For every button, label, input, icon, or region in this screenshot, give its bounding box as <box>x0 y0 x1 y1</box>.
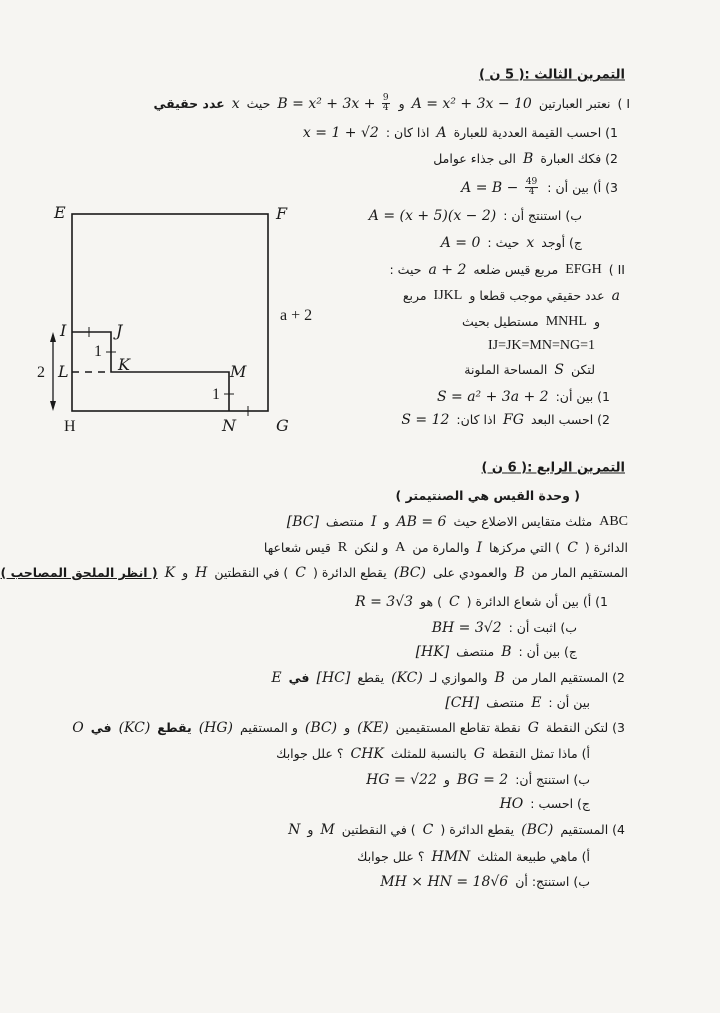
exercise3-line <box>464 363 595 377</box>
math-expression <box>495 671 505 685</box>
math-expression <box>412 97 532 111</box>
exercise3-line <box>403 289 620 303</box>
math-part: B <box>514 565 525 581</box>
exercise3-line <box>441 236 582 250</box>
text-segment: 3) لتكن النقطة <box>545 719 625 735</box>
text-segment: اذا كان: <box>456 411 497 427</box>
math-part: C <box>567 540 578 556</box>
math-expression <box>397 515 447 529</box>
text-segment: ) التي مركزها <box>489 539 561 555</box>
exercise4-line <box>445 696 590 710</box>
text-segment: منتصف <box>325 513 364 529</box>
exercise4-line <box>264 541 628 555</box>
math-part: E <box>271 670 282 686</box>
math-expression <box>369 209 496 223</box>
math-expression <box>528 721 539 735</box>
math-expression <box>523 152 533 166</box>
math-part: (BC) <box>393 565 426 581</box>
math-part: (KC) <box>391 670 423 686</box>
math-expression <box>503 413 524 427</box>
math-expression <box>436 126 446 140</box>
text-segment: و <box>383 513 390 529</box>
math-part: K <box>164 565 176 581</box>
math-expression <box>195 566 207 580</box>
math-part: B = x² + 3x + <box>277 96 380 112</box>
text-segment: بين أن : <box>548 694 590 710</box>
math-expression <box>441 236 481 250</box>
text-segment: منتصف <box>456 643 495 659</box>
math-expression <box>531 696 541 710</box>
text-segment: 1) بين أن: <box>555 388 610 404</box>
text-segment: ج) أوجد <box>541 234 582 250</box>
text-segment: أ) ماذا تمثل النقطة <box>491 745 590 761</box>
text-segment: في <box>90 719 112 735</box>
math-part: (BC) <box>521 822 554 838</box>
math-expression <box>474 747 485 761</box>
math-part: x = 1 + √2 <box>302 125 379 141</box>
math-expression <box>287 515 319 529</box>
math-part: I <box>476 540 483 556</box>
math-expression <box>501 645 511 659</box>
math-part: CHK <box>350 746 384 762</box>
math-part: (BC) <box>304 720 338 736</box>
math-expression <box>477 541 483 555</box>
math-part: (KE) <box>357 720 389 736</box>
exercise3-line <box>488 339 595 353</box>
exercise3-title-text: التمرين الثالث :( 5 ن ) <box>478 67 625 83</box>
exercise4-line <box>380 875 590 889</box>
exercise4-line <box>416 645 577 659</box>
label-i: I <box>60 321 67 340</box>
text-segment: و <box>443 771 450 787</box>
math-part: S <box>554 362 564 378</box>
exercise3-line <box>390 263 626 277</box>
text-segment: يقطع <box>157 719 192 735</box>
math-expression <box>371 515 377 529</box>
text-segment: 1) احسب القيمة العددية للعبارة <box>453 124 618 140</box>
math-part: (KC) <box>118 720 151 736</box>
math-part: AB = 6 <box>396 514 447 530</box>
label-f: F <box>276 204 288 223</box>
math-expression <box>72 721 83 735</box>
math-part: I <box>370 514 377 530</box>
upright-label: A <box>395 540 406 555</box>
math-expression <box>355 595 413 609</box>
math-expression <box>437 390 549 404</box>
math-part: HG = √22 <box>366 772 437 788</box>
text-segment: ) في النقطتين <box>341 821 416 837</box>
math-part: N <box>288 822 301 838</box>
text-segment: II ) <box>608 261 625 277</box>
exercise4-line <box>355 595 608 609</box>
text-segment: الى جذاء عوامل <box>433 150 517 166</box>
math-part: FG <box>503 412 524 428</box>
text-segment: و لنكن <box>354 539 389 555</box>
math-expression <box>416 645 450 659</box>
exercise3-line <box>461 178 618 198</box>
math-expression <box>199 721 233 735</box>
exercise3-line <box>303 126 618 140</box>
math-part: BH = 3√2 <box>431 620 502 636</box>
label-l: L <box>58 362 69 381</box>
text-segment: مربع <box>402 287 427 303</box>
exercise4-line <box>366 773 590 787</box>
text-segment: لتكن <box>571 361 595 377</box>
math-expression <box>357 721 389 735</box>
upright-label: ABC <box>599 514 628 529</box>
text-segment: ) في النقطتين <box>214 564 289 580</box>
text-segment: ب) استنتج أن : <box>503 207 582 223</box>
text-segment: حيث : <box>487 234 520 250</box>
square-figure <box>0 0 340 450</box>
annex-reference: ( انظر الملحق المصاحب ) <box>0 564 158 580</box>
exercise4-line <box>357 850 590 864</box>
text-segment: و <box>593 313 600 329</box>
math-part: C <box>422 822 434 838</box>
label-e: E <box>54 203 66 222</box>
math-part: E <box>531 695 542 711</box>
math-part: MH × HN = 18√6 <box>380 874 509 890</box>
label-one-mn: 1 <box>212 386 220 403</box>
math-expression <box>428 263 466 277</box>
math-expression <box>165 566 175 580</box>
text-segment: عدد حقيقي <box>153 95 225 111</box>
math-part: [BC] <box>286 514 319 530</box>
label-h: H <box>64 418 76 435</box>
exercise3-line <box>437 390 610 404</box>
text-segment: و <box>344 719 351 735</box>
text-segment: مستطيل بحيث <box>462 313 539 329</box>
fraction <box>525 178 538 198</box>
math-expression <box>445 696 479 710</box>
math-expression <box>316 671 350 685</box>
label-j: J <box>116 321 123 340</box>
math-part: S = a² + 3a + 2 <box>436 389 549 405</box>
math-expression <box>394 566 426 580</box>
text-segment: 1) أ) بين أن شعاع الدائرة ( <box>466 593 608 609</box>
upright-label: MNHL <box>545 314 587 329</box>
math-part: HO <box>499 796 524 812</box>
text-segment: ج) احسب : <box>530 795 590 811</box>
label-m: M <box>230 362 247 381</box>
math-expression <box>521 823 553 837</box>
exercise4-line <box>72 721 625 735</box>
math-expression <box>514 566 524 580</box>
denominator: 4 <box>382 103 389 114</box>
text-segment: ؟ علل جوابك <box>357 848 425 864</box>
label-side: a + 2 <box>280 307 313 324</box>
math-part: [CH] <box>445 695 480 711</box>
math-part: A = B − <box>461 180 523 196</box>
math-part: A = x² + 3x − 10 <box>411 96 532 112</box>
exercise4-line <box>1 566 629 580</box>
math-expression <box>423 823 434 837</box>
math-part: M <box>320 822 335 838</box>
exercise4-line <box>395 487 581 503</box>
text-segment: ب) استنتج: أن <box>515 873 590 889</box>
text-segment: 2) المستقيم المار من <box>511 669 625 685</box>
text-segment: I ) <box>617 95 630 111</box>
math-part: x <box>231 96 240 112</box>
math-expression <box>457 773 508 787</box>
math-part: B <box>501 644 512 660</box>
text-segment: مثلث متقايس الاضلاع حيث <box>453 513 593 529</box>
math-expression <box>288 823 300 837</box>
exercise4-title-text: التمرين الرابع :( 6 ن ) <box>481 460 625 476</box>
double-arrow-icon <box>50 332 56 411</box>
math-expression <box>119 721 151 735</box>
math-expression <box>391 671 423 685</box>
math-expression <box>612 289 620 303</box>
math-part: O <box>72 720 84 736</box>
exercise3-line <box>401 413 610 427</box>
text-segment: 2) احسب البعد <box>530 411 610 427</box>
upright-label: EFGH <box>565 262 602 277</box>
text-segment: ( وحدة القيس هي الصنتيمتر ) <box>395 487 580 503</box>
exercise3-line <box>433 152 618 166</box>
math-part: A = (x + 5)(x − 2) <box>368 208 497 224</box>
numerator: 9 <box>382 93 389 104</box>
text-segment: و المستقيم <box>240 719 298 735</box>
math-expression <box>351 747 384 761</box>
exercise4-line <box>500 797 590 811</box>
label-two: 2 <box>37 364 45 381</box>
math-part: G <box>473 746 485 762</box>
math-part: BG = 2 <box>456 772 509 788</box>
text-segment: والمارة من <box>412 539 470 555</box>
text-segment: حيث : <box>389 261 422 277</box>
text-segment: قيس شعاعها <box>263 539 331 555</box>
text-segment: والموازي لـ <box>429 669 488 685</box>
text-segment: و <box>307 821 314 837</box>
square-efgh <box>72 214 268 411</box>
label-n: N <box>222 416 236 435</box>
text-segment: يقطع <box>357 669 385 685</box>
text-segment: في <box>288 669 310 685</box>
exercise3-line <box>462 315 600 329</box>
denominator: 4 <box>528 187 535 198</box>
text-segment: 4) المستقيم <box>560 821 625 837</box>
math-part: a <box>611 288 620 304</box>
math-part: a + 2 <box>428 262 467 278</box>
exercise4-line <box>287 515 628 529</box>
math-part: (HG) <box>198 720 234 736</box>
math-expression <box>526 236 534 250</box>
exercise4-title <box>481 462 625 475</box>
math-expression <box>554 363 564 377</box>
math-part: H <box>195 565 208 581</box>
text-segment: ب) استنتج أن: <box>515 771 590 787</box>
text-segment: بالنسبة للمثلث <box>390 745 467 761</box>
text-segment: عدد حقيقي موجب قطعا و <box>469 287 605 303</box>
text-segment: ؟ علل جوابك <box>276 745 344 761</box>
math-expression <box>366 773 437 787</box>
exercise4-line <box>276 747 590 761</box>
math-part: x <box>526 235 535 251</box>
math-part: A <box>436 125 447 141</box>
math-expression <box>305 721 337 735</box>
exercise4-line <box>271 671 625 685</box>
text-segment: نقطة تقاطع المستقيمين <box>395 719 521 735</box>
text-segment: أ) ماهي طبيعة المثلث <box>477 848 590 864</box>
text-segment: منتصف <box>486 694 525 710</box>
text-segment: ج) بين أن : <box>518 643 577 659</box>
fraction <box>382 94 390 114</box>
math-part: A = 0 <box>440 235 481 251</box>
exercise3-title <box>479 69 625 82</box>
text-segment: ) هو <box>420 593 442 609</box>
math-part: S = 12 <box>401 412 450 428</box>
text-segment: و <box>182 564 189 580</box>
text-segment: يقطع الدائرة ( <box>440 821 515 837</box>
math-expression <box>271 671 281 685</box>
math-part: R = 3√3 <box>355 594 414 610</box>
text-segment: اذا كان : <box>385 124 430 140</box>
math-part: [HK] <box>415 644 450 660</box>
text-segment: المساحة الملونة <box>464 361 548 377</box>
math-expression <box>401 413 449 427</box>
upright-label: IJKL <box>433 288 463 303</box>
upright-label: R <box>337 540 348 555</box>
text-segment: المستقيم المار من <box>531 564 628 580</box>
text-segment: الدائرة ( <box>584 539 628 555</box>
label-k: K <box>118 355 130 374</box>
text-segment: والعمودي على <box>432 564 508 580</box>
math-part: B <box>523 151 534 167</box>
text-segment: 2) فكك العبارة <box>540 150 618 166</box>
math-expression <box>461 178 540 198</box>
math-expression <box>320 823 334 837</box>
text-segment: 3) أ) بين أن : <box>547 179 618 195</box>
label-g: G <box>276 416 289 435</box>
exercise3-line <box>369 209 582 223</box>
exercise4-line <box>288 823 625 837</box>
upright-label: IJ=JK=MN=NG=1 <box>487 338 595 353</box>
text-segment: يقطع الدائرة ( <box>313 564 387 580</box>
math-part: B <box>494 670 505 686</box>
numerator: 49 <box>525 177 538 188</box>
math-expression <box>432 621 502 635</box>
math-part: C <box>295 565 306 581</box>
text-segment: حيث <box>246 95 271 111</box>
math-part: HMN <box>431 849 471 865</box>
math-expression <box>295 566 306 580</box>
math-part: [HC] <box>316 670 351 686</box>
math-expression <box>567 541 578 555</box>
math-expression <box>449 595 460 609</box>
math-expression <box>380 875 508 889</box>
text-segment: ب) اثبت أن : <box>508 619 577 635</box>
text-segment: و <box>398 95 405 111</box>
math-part: C <box>448 594 460 610</box>
label-one-jk: 1 <box>94 343 102 360</box>
math-part: G <box>527 720 539 736</box>
math-expression <box>432 850 471 864</box>
math-expression <box>500 797 524 811</box>
text-segment: نعتبر العبارتين <box>538 95 611 111</box>
text-segment: مربع قيس ضلعه <box>473 261 559 277</box>
exercise4-line <box>432 621 577 635</box>
